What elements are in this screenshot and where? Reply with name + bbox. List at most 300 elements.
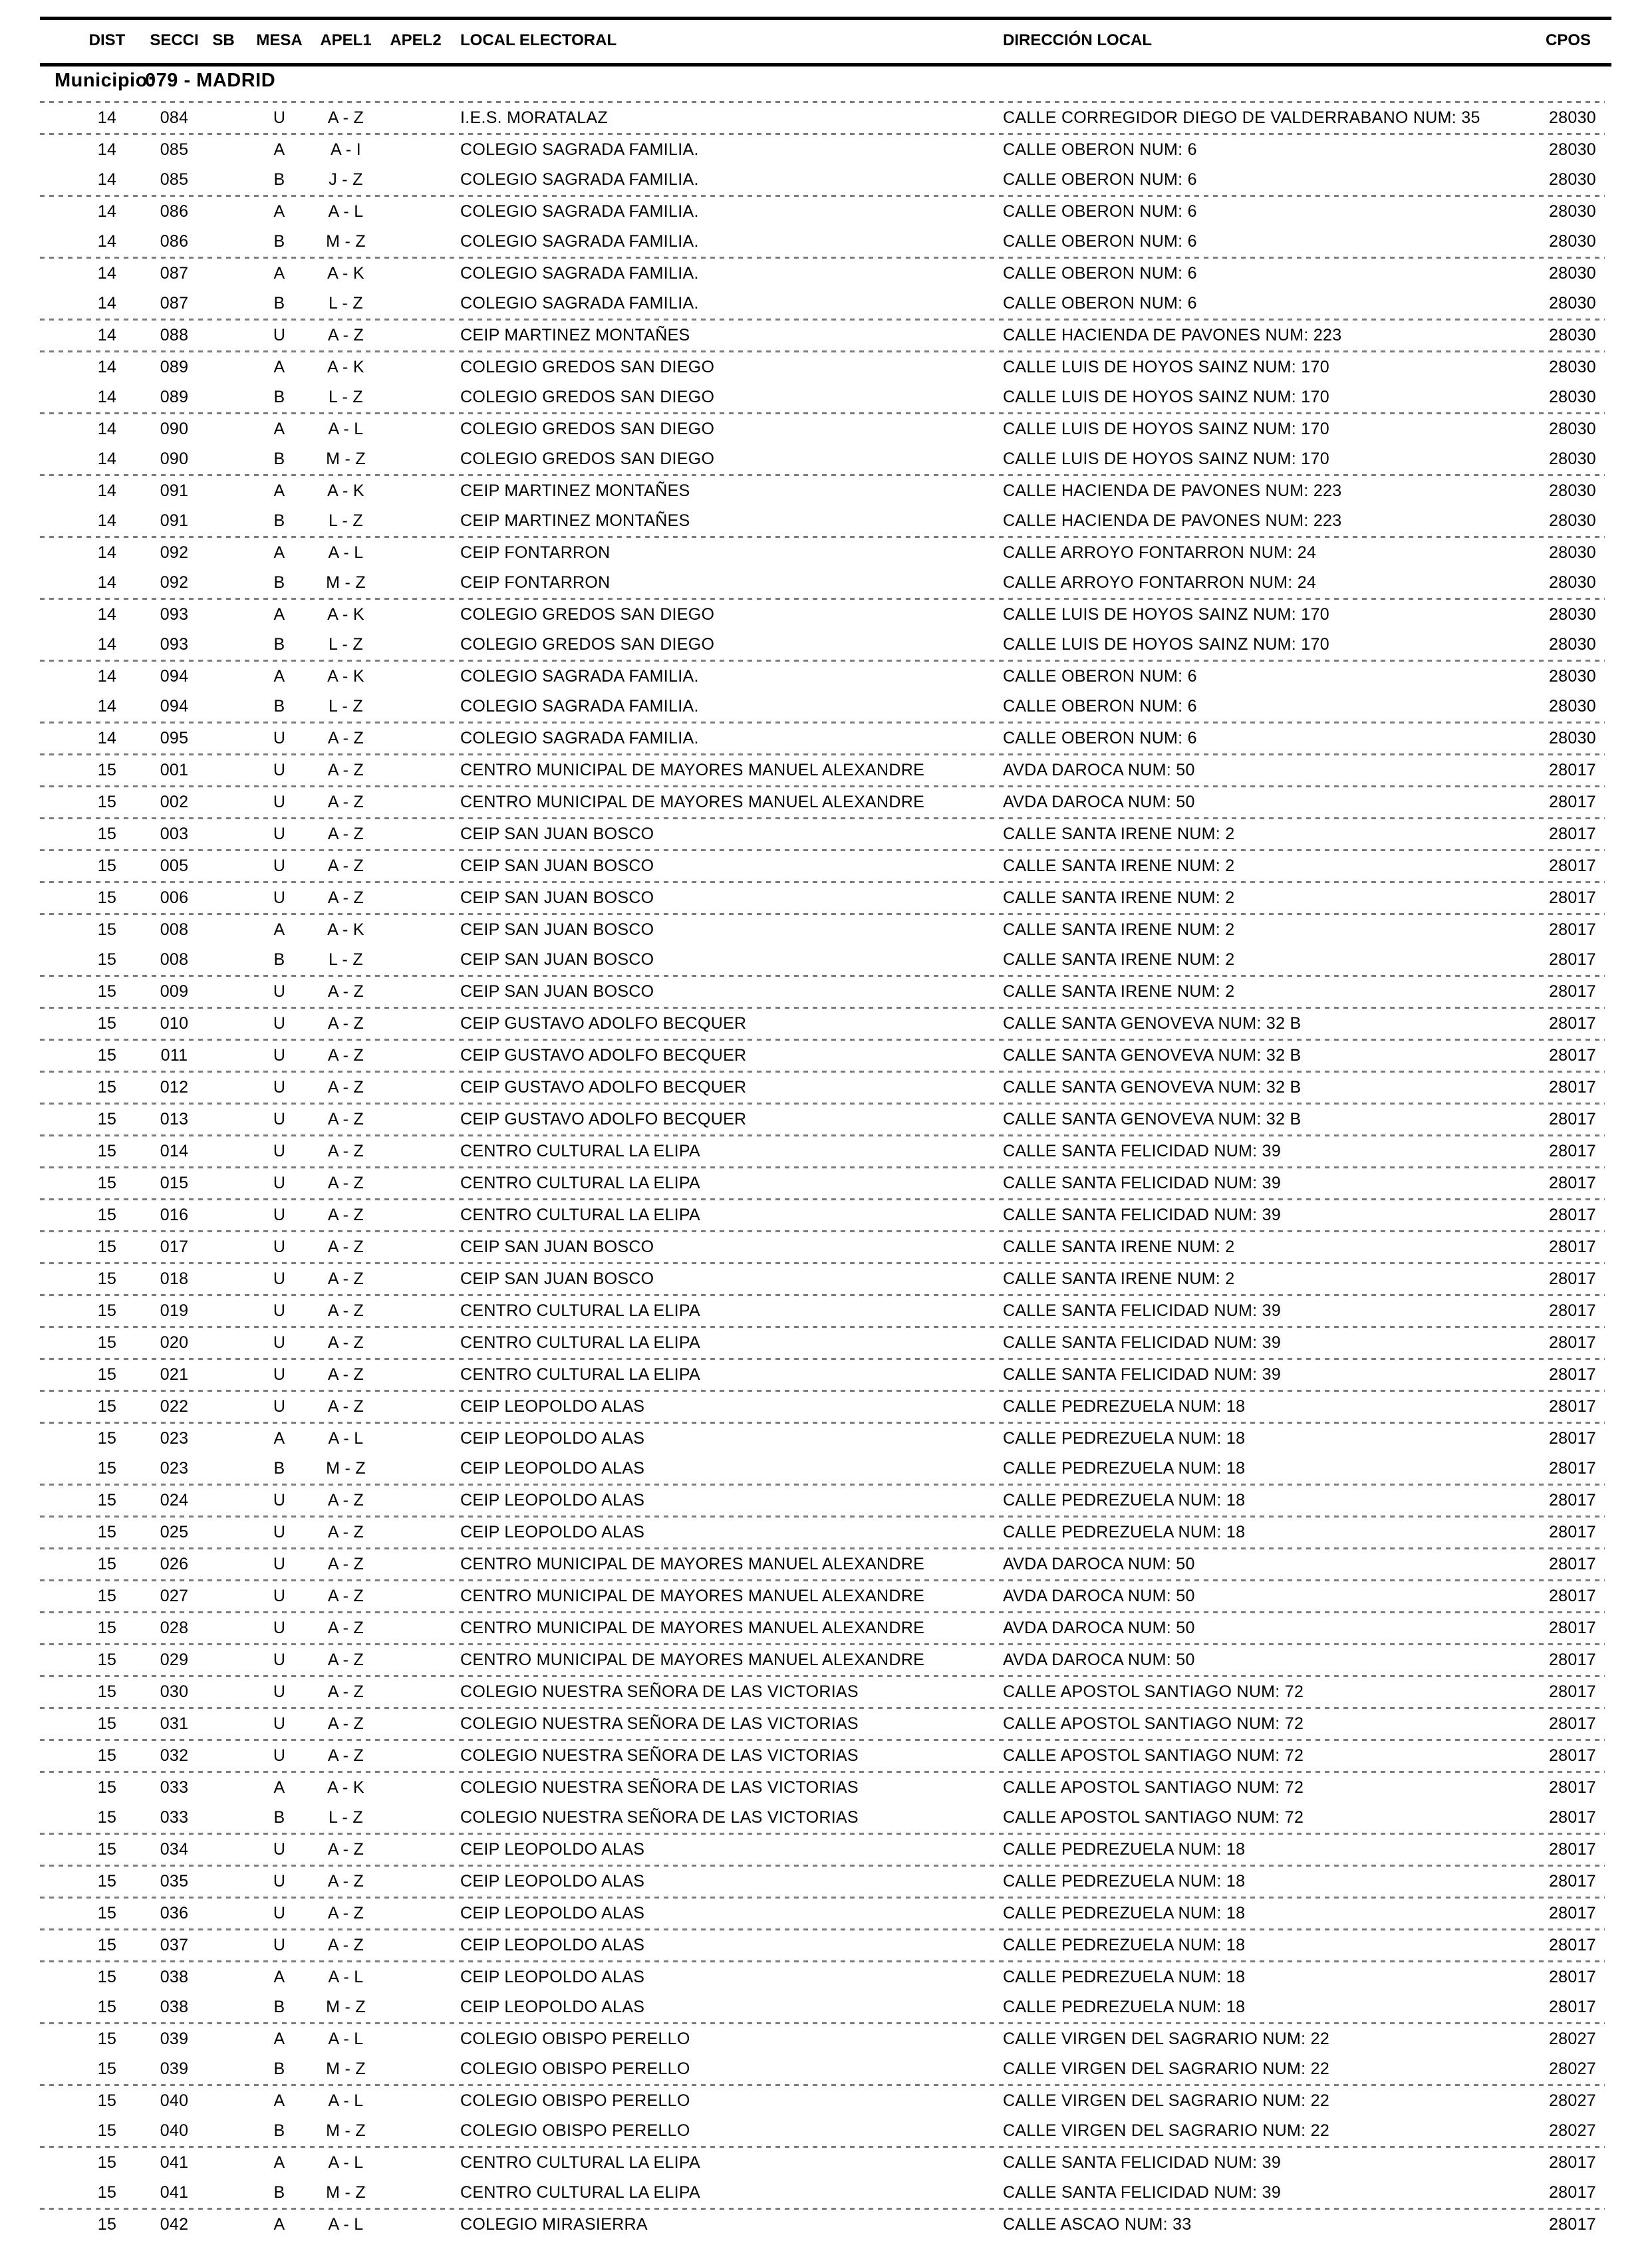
cell-secci: 086 [160,232,189,251]
cell-direccion: CALLE LUIS DE HOYOS SAINZ NUM: 170 [1003,450,1329,468]
cell-mesa: A [273,605,285,624]
cell-secci: 001 [160,761,189,779]
cell-cpos: 28017 [1548,1682,1596,1701]
cell-apel: L - Z [329,950,363,969]
cell-direccion: CALLE SANTA GENOVEVA NUM: 32 B [1003,1014,1302,1033]
cell-mesa: A [273,358,285,376]
table-row [0,1200,1652,1230]
cell-direccion: CALLE SANTA FELICIDAD NUM: 39 [1003,1174,1282,1192]
cell-dist: 15 [97,1397,117,1416]
cell-secci: 090 [160,420,189,438]
cell-apel: A - L [328,1968,364,1986]
cell-secci: 025 [160,1523,189,1541]
cell-secci: 091 [160,481,189,500]
cell-cpos: 28017 [1548,2183,1596,2202]
cell-secci: 036 [160,1904,189,1922]
cell-apel: A - Z [327,1746,364,1765]
cell-mesa: B [273,950,285,969]
cell-mesa: U [273,1269,286,1288]
table-row [0,851,1652,881]
cell-cpos: 28017 [1548,1429,1596,1448]
table-row [0,538,1652,568]
cell-cpos: 28017 [1548,1840,1596,1859]
cell-apel: A - Z [327,1936,364,1954]
table-row [0,1741,1652,1771]
table-row [0,1962,1652,1992]
cell-local: COLEGIO SAGRADA FAMILIA. [460,697,699,716]
cell-dist: 14 [97,358,117,376]
cell-mesa: U [273,1619,286,1637]
cell-secci: 019 [160,1301,189,1320]
cell-apel: A - Z [327,1046,364,1065]
cell-dist: 15 [97,1651,117,1669]
cell-apel: L - Z [329,511,363,530]
cell-local: CENTRO MUNICIPAL DE MAYORES MANUEL ALEXANDRE [460,1587,925,1605]
cell-apel: A - L [328,420,364,438]
table-row [0,977,1652,1007]
cell-cpos: 28017 [1548,1651,1596,1669]
cell-cpos: 28017 [1548,1174,1596,1192]
cell-apel: A - K [327,358,364,376]
cell-secci: 017 [160,1238,189,1256]
cell-cpos: 28030 [1548,108,1596,127]
cell-direccion: CALLE SANTA IRENE NUM: 2 [1003,825,1235,843]
cell-direccion: CALLE SANTA GENOVEVA NUM: 32 B [1003,1110,1302,1128]
cell-dist: 15 [97,1491,117,1510]
cell-mesa: U [273,1746,286,1765]
cell-secci: 035 [160,1872,189,1891]
cell-cpos: 28017 [1548,1746,1596,1765]
table-row [0,1296,1652,1326]
cell-local: CEIP LEOPOLDO ALAS [460,1936,645,1954]
cell-apel: A - Z [327,1269,364,1288]
cell-mesa: U [273,1142,286,1160]
cell-secci: 094 [160,667,189,686]
cell-dist: 15 [97,1555,117,1573]
cell-local: CEIP MARTINEZ MONTAÑES [460,511,690,530]
table-row [0,2024,1652,2054]
cell-direccion: CALLE OBERON NUM: 6 [1003,140,1197,159]
cell-local: COLEGIO OBISPO PERELLO [460,2091,690,2110]
cell-mesa: U [273,1555,286,1573]
cell-cpos: 28030 [1548,358,1596,376]
cell-apel: A - Z [327,1682,364,1701]
cell-cpos: 28017 [1548,761,1596,779]
cell-local: COLEGIO OBISPO PERELLO [460,2059,690,2078]
cell-secci: 039 [160,2030,189,2048]
cell-dist: 14 [97,573,117,592]
cell-direccion: AVDA DAROCA NUM: 50 [1003,1555,1195,1573]
cell-secci: 038 [160,1968,189,1986]
cell-cpos: 28027 [1548,2121,1596,2140]
table-row [0,103,1652,133]
cell-dist: 14 [97,140,117,159]
cell-mesa: B [273,170,285,189]
cell-direccion: CALLE SANTA FELICIDAD NUM: 39 [1003,1206,1282,1224]
cell-apel: A - Z [327,1078,364,1097]
cell-dist: 15 [97,920,117,939]
cell-local: CENTRO CULTURAL LA ELIPA [460,2153,700,2172]
cell-dist: 15 [97,1014,117,1033]
cell-local: CEIP SAN JUAN BOSCO [460,950,654,969]
cell-direccion: CALLE ARROYO FONTARRON NUM: 24 [1003,573,1317,592]
cell-direccion: CALLE SANTA IRENE NUM: 2 [1003,1238,1235,1256]
table-row [0,2086,1652,2116]
table-row [0,1073,1652,1103]
cell-cpos: 28027 [1548,2059,1596,2078]
cell-cpos: 28017 [1548,1872,1596,1891]
cell-apel: J - Z [329,170,363,189]
cell-cpos: 28017 [1548,1714,1596,1733]
cell-local: CENTRO MUNICIPAL DE MAYORES MANUEL ALEXANDRE [460,1619,925,1637]
cell-dist: 15 [97,982,117,1001]
cell-secci: 041 [160,2183,189,2202]
table-row [0,1867,1652,1897]
cell-dist: 15 [97,1142,117,1160]
cell-secci: 022 [160,1397,189,1416]
cell-secci: 095 [160,729,189,747]
cell-local: COLEGIO SAGRADA FAMILIA. [460,202,699,221]
cell-direccion: CALLE LUIS DE HOYOS SAINZ NUM: 170 [1003,420,1329,438]
cell-cpos: 28017 [1548,1587,1596,1605]
cell-dist: 15 [97,1174,117,1192]
cell-mesa: U [273,761,286,779]
cell-secci: 020 [160,1333,189,1352]
cell-cpos: 28017 [1548,1078,1596,1097]
cell-direccion: CALLE SANTA FELICIDAD NUM: 39 [1003,2183,1282,2202]
cell-mesa: U [273,982,286,1001]
cell-cpos: 28030 [1548,667,1596,686]
cell-mesa: U [273,1174,286,1192]
cell-secci: 085 [160,170,189,189]
cell-apel: M - Z [326,232,366,251]
cell-local: CEIP LEOPOLDO ALAS [460,1523,645,1541]
cell-secci: 089 [160,388,189,406]
cell-cpos: 28027 [1548,2091,1596,2110]
cell-cpos: 28017 [1548,1904,1596,1922]
cell-secci: 029 [160,1651,189,1669]
cell-apel: A - L [328,1429,364,1448]
table-row [0,1930,1652,1960]
cell-dist: 14 [97,170,117,189]
cell-local: CEIP SAN JUAN BOSCO [460,920,654,939]
cell-local: COLEGIO SAGRADA FAMILIA. [460,729,699,747]
table-row [0,1486,1652,1516]
cell-cpos: 28030 [1548,511,1596,530]
cell-dist: 14 [97,511,117,530]
cell-local: CEIP SAN JUAN BOSCO [460,1238,654,1256]
cell-dist: 15 [97,1046,117,1065]
table-row [0,1518,1652,1547]
cell-local: COLEGIO GREDOS SAN DIEGO [460,388,715,406]
cell-mesa: B [273,1998,285,2016]
cell-local: CEIP LEOPOLDO ALAS [460,1491,645,1510]
table-row [0,2054,1652,2084]
cell-cpos: 28017 [1548,1301,1596,1320]
cell-local: COLEGIO GREDOS SAN DIEGO [460,420,715,438]
cell-cpos: 28030 [1548,573,1596,592]
cell-secci: 030 [160,1682,189,1701]
cell-mesa: U [273,1365,286,1384]
cell-direccion: CALLE APOSTOL SANTIAGO NUM: 72 [1003,1778,1304,1797]
cell-mesa: A [273,2153,285,2172]
cell-local: COLEGIO SAGRADA FAMILIA. [460,170,699,189]
cell-apel: A - Z [327,1174,364,1192]
cell-local: CENTRO CULTURAL LA ELIPA [460,1333,700,1352]
table-row [0,289,1652,319]
cell-mesa: B [273,1459,285,1478]
cell-apel: A - Z [327,857,364,875]
cell-dist: 15 [97,1998,117,2016]
cell-apel: L - Z [329,294,363,313]
table-row [0,915,1652,945]
cell-secci: 034 [160,1840,189,1859]
cell-mesa: B [273,2121,285,2140]
cell-direccion: CALLE OBERON NUM: 6 [1003,729,1197,747]
cell-secci: 015 [160,1174,189,1192]
cell-cpos: 28017 [1548,1968,1596,1986]
cell-apel: A - L [328,2030,364,2048]
table-row [0,444,1652,474]
cell-direccion: CALLE APOSTOL SANTIAGO NUM: 72 [1003,1808,1304,1827]
header-bottom-rule [40,63,1611,66]
cell-mesa: A [273,667,285,686]
cell-direccion: CALLE PEDREZUELA NUM: 18 [1003,1459,1246,1478]
cell-secci: 087 [160,264,189,283]
table-body [0,101,1652,2240]
cell-mesa: A [273,2030,285,2048]
cell-cpos: 28017 [1548,1936,1596,1954]
cell-dist: 15 [97,1808,117,1827]
cell-secci: 094 [160,697,189,716]
cell-apel: A - K [327,667,364,686]
cell-dist: 14 [97,232,117,251]
municipio-heading [0,69,1652,92]
table-header-row [0,31,1652,51]
cell-cpos: 28017 [1548,825,1596,843]
cell-local: COLEGIO GREDOS SAN DIEGO [460,635,715,654]
cell-mesa: U [273,1714,286,1733]
cell-secci: 027 [160,1587,189,1605]
cell-local: CENTRO CULTURAL LA ELIPA [460,1142,700,1160]
cell-dist: 15 [97,1936,117,1954]
cell-apel: A - Z [327,1619,364,1637]
cell-apel: A - Z [327,729,364,747]
cell-direccion: CALLE SANTA FELICIDAD NUM: 39 [1003,1301,1282,1320]
cell-dist: 15 [97,1872,117,1891]
cell-direccion: CALLE SANTA IRENE NUM: 2 [1003,857,1235,875]
cell-cpos: 28030 [1548,202,1596,221]
table-row [0,1328,1652,1358]
cell-apel: M - Z [326,450,366,468]
cell-direccion: CALLE PEDREZUELA NUM: 18 [1003,1904,1246,1922]
cell-dist: 15 [97,761,117,779]
cell-dist: 15 [97,888,117,907]
cell-apel: A - Z [327,1110,364,1128]
cell-mesa: U [273,1872,286,1891]
cell-dist: 15 [97,1778,117,1797]
cell-local: CENTRO CULTURAL LA ELIPA [460,1174,700,1192]
cell-apel: A - Z [327,1714,364,1733]
cell-secci: 010 [160,1014,189,1033]
table-row [0,819,1652,849]
cell-mesa: A [273,2215,285,2234]
cell-direccion: CALLE OBERON NUM: 6 [1003,697,1197,716]
cell-apel: A - Z [327,825,364,843]
cell-mesa: U [273,1301,286,1320]
cell-mesa: U [273,857,286,875]
cell-local: CEIP LEOPOLDO ALAS [460,1998,645,2016]
cell-local: CEIP SAN JUAN BOSCO [460,888,654,907]
cell-direccion: CALLE LUIS DE HOYOS SAINZ NUM: 170 [1003,358,1329,376]
cell-direccion: AVDA DAROCA NUM: 50 [1003,1587,1195,1605]
table-row [0,1009,1652,1039]
table-row [0,1041,1652,1071]
cell-mesa: A [273,481,285,500]
cell-cpos: 28017 [1548,2153,1596,2172]
cell-mesa: U [273,1523,286,1541]
table-row [0,2210,1652,2240]
cell-apel: M - Z [326,2183,366,2202]
cell-dist: 15 [97,1587,117,1605]
cell-apel: A - Z [327,1397,364,1416]
cell-direccion: CALLE PEDREZUELA NUM: 18 [1003,1491,1246,1510]
header-sb: SB [212,31,235,49]
cell-local: COLEGIO SAGRADA FAMILIA. [460,264,699,283]
cell-cpos: 28030 [1548,450,1596,468]
top-rule [40,17,1611,20]
cell-secci: 093 [160,635,189,654]
cell-mesa: U [273,888,286,907]
cell-cpos: 28017 [1548,920,1596,939]
cell-cpos: 28017 [1548,1238,1596,1256]
cell-apel: A - Z [327,1238,364,1256]
cell-local: COLEGIO SAGRADA FAMILIA. [460,667,699,686]
cell-local: CEIP LEOPOLDO ALAS [460,1459,645,1478]
cell-secci: 031 [160,1714,189,1733]
cell-mesa: U [273,1014,286,1033]
cell-cpos: 28017 [1548,1619,1596,1637]
cell-secci: 006 [160,888,189,907]
table-row [0,1709,1652,1739]
cell-direccion: CALLE OBERON NUM: 6 [1003,232,1197,251]
table-row [0,1613,1652,1643]
header-local: LOCAL ELECTORAL [460,31,617,49]
cell-dist: 14 [97,294,117,313]
cell-direccion: CALLE PEDREZUELA NUM: 18 [1003,1397,1246,1416]
cell-apel: A - Z [327,1872,364,1891]
cell-cpos: 28017 [1548,982,1596,1001]
cell-apel: L - Z [329,697,363,716]
header-direccion: DIRECCIÓN LOCAL [1003,31,1152,49]
header-apel2: APEL2 [390,31,442,49]
cell-apel: A - L [328,2215,364,2234]
cell-secci: 039 [160,2059,189,2078]
cell-dist: 15 [97,1619,117,1637]
cell-cpos: 28030 [1548,543,1596,562]
cell-apel: A - Z [327,1333,364,1352]
cell-secci: 041 [160,2153,189,2172]
table-row [0,1549,1652,1579]
cell-apel: A - K [327,264,364,283]
cell-local: CENTRO CULTURAL LA ELIPA [460,2183,700,2202]
cell-dist: 15 [97,1714,117,1733]
header-mesa: MESA [256,31,303,49]
cell-apel: A - Z [327,1651,364,1669]
cell-direccion: CALLE LUIS DE HOYOS SAINZ NUM: 170 [1003,388,1329,406]
cell-direccion: CALLE APOSTOL SANTIAGO NUM: 72 [1003,1714,1304,1733]
cell-mesa: A [273,2091,285,2110]
municipio-value: 079 - MADRID [145,70,276,91]
cell-mesa: U [273,1840,286,1859]
cell-secci: 016 [160,1206,189,1224]
cell-local: COLEGIO SAGRADA FAMILIA. [460,294,699,313]
cell-local: CENTRO MUNICIPAL DE MAYORES MANUEL ALEXANDRE [460,761,925,779]
cell-mesa: B [273,388,285,406]
cell-apel: A - Z [327,1206,364,1224]
cell-direccion: CALLE APOSTOL SANTIAGO NUM: 72 [1003,1746,1304,1765]
table-row [0,1773,1652,1803]
cell-dist: 14 [97,605,117,624]
cell-local: COLEGIO SAGRADA FAMILIA. [460,232,699,251]
table-row [0,1105,1652,1134]
cell-mesa: U [273,1936,286,1954]
cell-direccion: CALLE PEDREZUELA NUM: 18 [1003,1968,1246,1986]
cell-local: CEIP MARTINEZ MONTAÑES [460,326,690,344]
table-row [0,1677,1652,1707]
cell-cpos: 28017 [1548,1142,1596,1160]
cell-secci: 033 [160,1778,189,1797]
cell-direccion: CALLE SANTA IRENE NUM: 2 [1003,982,1235,1001]
cell-dist: 14 [97,388,117,406]
cell-local: CEIP LEOPOLDO ALAS [460,1968,645,1986]
cell-apel: A - L [328,202,364,221]
cell-apel: A - Z [327,1491,364,1510]
cell-cpos: 28017 [1548,1523,1596,1541]
cell-secci: 008 [160,920,189,939]
table-row [0,506,1652,536]
cell-secci: 011 [160,1046,188,1065]
cell-mesa: U [273,1491,286,1510]
cell-cpos: 28017 [1548,1269,1596,1288]
cell-direccion: AVDA DAROCA NUM: 50 [1003,1619,1195,1637]
cell-direccion: CALLE PEDREZUELA NUM: 18 [1003,1936,1246,1954]
table-row [0,2148,1652,2178]
cell-cpos: 28017 [1548,888,1596,907]
cell-direccion: CALLE HACIENDA DE PAVONES NUM: 223 [1003,511,1342,530]
cell-local: CEIP LEOPOLDO ALAS [460,1840,645,1859]
cell-secci: 008 [160,950,189,969]
cell-cpos: 28017 [1548,950,1596,969]
cell-cpos: 28030 [1548,605,1596,624]
cell-direccion: CALLE PEDREZUELA NUM: 18 [1003,1523,1246,1541]
table-row [0,259,1652,289]
cell-cpos: 28030 [1548,326,1596,344]
cell-cpos: 28030 [1548,729,1596,747]
cell-dist: 15 [97,1110,117,1128]
cell-cpos: 28030 [1548,420,1596,438]
table-row [0,1645,1652,1675]
cell-apel: A - Z [327,1301,364,1320]
table-row [0,1136,1652,1166]
table-row [0,883,1652,913]
cell-mesa: B [273,697,285,716]
cell-secci: 037 [160,1936,189,1954]
cell-apel: A - Z [327,108,364,127]
cell-dist: 14 [97,543,117,562]
cell-mesa: U [273,1078,286,1097]
cell-local: COLEGIO GREDOS SAN DIEGO [460,450,715,468]
